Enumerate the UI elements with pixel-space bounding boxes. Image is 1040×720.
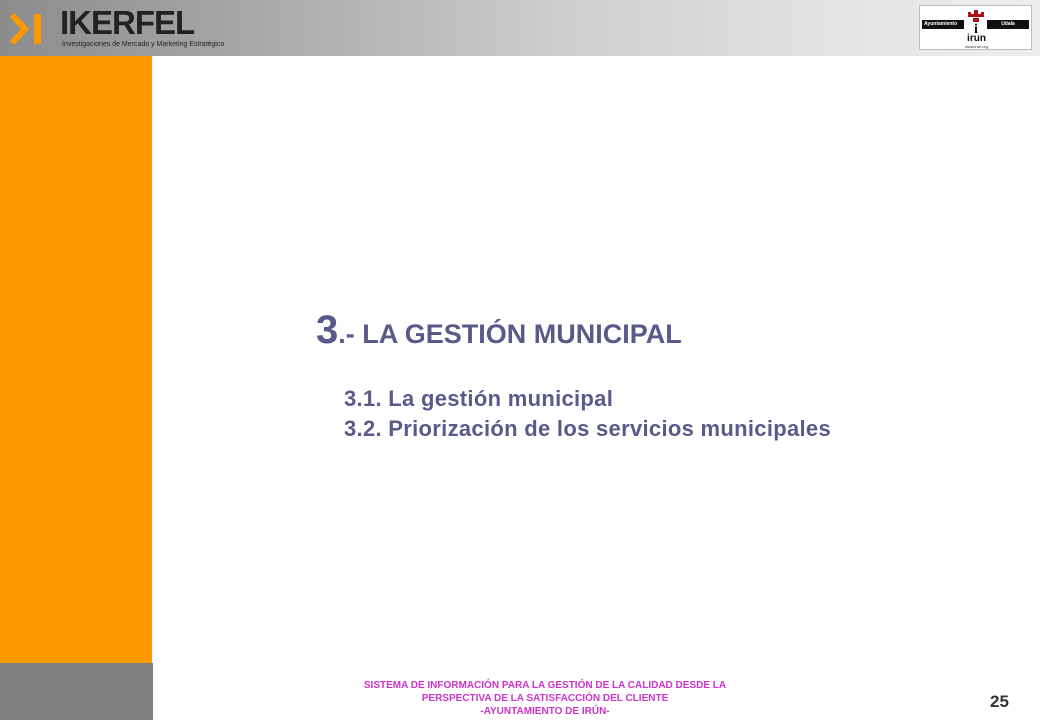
irun-logo-left-label: Ayuntamiento — [922, 20, 964, 29]
svg-text:i: i — [974, 22, 978, 34]
slide-title-text: .- LA GESTIÓN MUNICIPAL — [338, 319, 682, 349]
footer-line-1: SISTEMA DE INFORMACIÓN PARA LA GESTIÓN DE LA CALIDAD DESDE LA — [363, 680, 727, 691]
orange-sidebar — [0, 56, 152, 663]
irun-logo-right-label: Udala — [987, 20, 1029, 29]
irun-logo-url: www.irun.org — [964, 44, 989, 49]
irun-shield-icon — [965, 8, 987, 34]
brand-name: IKERFEL — [60, 4, 195, 41]
page-number: 25 — [990, 692, 1009, 711]
slide-title — [316, 308, 682, 353]
sidebar-footer-block — [0, 663, 153, 720]
section-item-3-1: 3.1. La gestión municipal — [344, 386, 614, 411]
irun-logo — [919, 5, 1032, 50]
section-list — [344, 384, 831, 444]
header-bar — [0, 0, 1040, 56]
brand-tagline: Investigaciones de Mercado y Marketing Estratégico — [62, 41, 225, 48]
ikerfel-logo-icon — [8, 9, 48, 49]
slide-title-number: 3 — [316, 308, 339, 352]
footer-caption — [300, 679, 790, 718]
irun-logo-name: irun — [967, 33, 986, 44]
section-item-3-2: 3.2. Priorización de los servicios municipales — [344, 416, 831, 441]
footer-line-2: PERSPECTIVA DE LA SATISFACCIÓN DEL CLIENTE — [421, 693, 669, 704]
footer-line-3: -AYUNTAMIENTO DE IRÚN- — [480, 706, 610, 717]
